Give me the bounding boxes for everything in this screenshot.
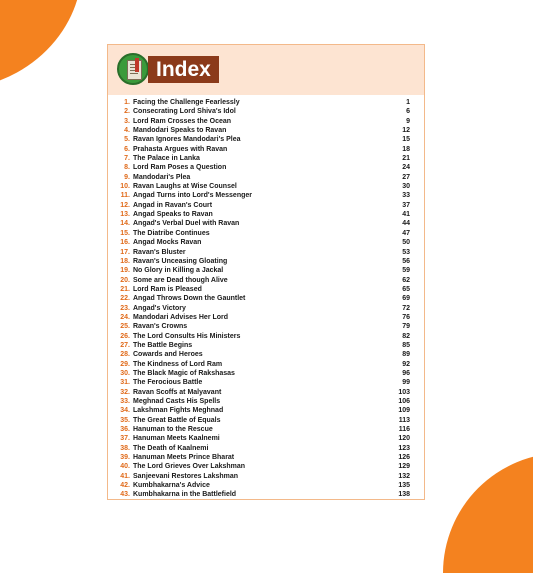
toc-entry[interactable] xyxy=(114,126,410,135)
toc-entry-title: Ravan Ignores Mandodari's Plea xyxy=(133,136,241,144)
toc-entry-number: 28. xyxy=(120,351,130,359)
toc-entry-title: Angad's Verbal Duel with Ravan xyxy=(133,220,240,228)
toc-entry-number: 2. xyxy=(124,108,130,116)
toc-entry[interactable] xyxy=(114,313,410,322)
toc-entry-title: Kumbhakarna's Advice xyxy=(133,482,210,490)
toc-entry-number: 11. xyxy=(120,192,130,200)
toc-entry-number: 43. xyxy=(120,491,130,499)
toc-entry-page: 82 xyxy=(402,332,410,340)
toc-entry-page: 79 xyxy=(402,323,410,331)
toc-entry-number: 42. xyxy=(120,482,130,490)
toc-entry[interactable] xyxy=(114,350,410,359)
toc-entry[interactable] xyxy=(114,107,410,116)
toc-entry-title: Mandodari Speaks to Ravan xyxy=(133,127,227,135)
toc-entry-number: 26. xyxy=(120,332,130,340)
toc-entry-number: 25. xyxy=(120,323,130,331)
toc-entry-number: 37. xyxy=(120,435,130,443)
toc-entry-title: Ravan's Crowns xyxy=(133,323,188,331)
toc-entry-number: 32. xyxy=(120,388,130,396)
toc-entry[interactable] xyxy=(114,191,410,200)
toc-entry-number: 27. xyxy=(120,341,130,349)
toc-entry-title: Angad Speaks to Ravan xyxy=(133,211,213,219)
toc-entry[interactable] xyxy=(114,210,410,219)
toc-entry-title: Hanuman to the Rescue xyxy=(133,426,213,434)
toc-entry-page: 138 xyxy=(398,491,410,499)
toc-entry-page: 12 xyxy=(402,127,410,135)
book-icon xyxy=(117,53,149,85)
toc-entry-number: 31. xyxy=(120,379,130,387)
toc-entry-title: Ravan's Bluster xyxy=(133,248,186,256)
toc-entry[interactable] xyxy=(114,462,410,471)
toc-entry[interactable] xyxy=(114,154,410,163)
toc-entry-number: 1. xyxy=(124,99,130,106)
toc-entry-page: 76 xyxy=(402,313,410,321)
toc-entry-title: The Black Magic of Rakshasas xyxy=(133,369,235,377)
toc-entry-title: Mandodari Advises Her Lord xyxy=(133,313,229,321)
toc-entry-number: 3. xyxy=(124,117,130,125)
index-page xyxy=(107,44,425,500)
toc-entry-title: The Lord Grieves Over Lakshman xyxy=(133,463,246,471)
toc-entry-title: The Ferocious Battle xyxy=(133,379,203,387)
toc-entry-page: 21 xyxy=(402,155,410,163)
toc-entry[interactable] xyxy=(114,332,410,341)
toc-entry-title: Consecrating Lord Shiva's Idol xyxy=(133,108,236,116)
toc-entry-number: 39. xyxy=(120,454,130,462)
toc-entry[interactable] xyxy=(114,229,410,238)
toc-entry[interactable] xyxy=(114,434,410,443)
toc-entry-title: Mandodari's Plea xyxy=(133,173,191,181)
toc-entry-title: Kumbhakarna in the Battlefield xyxy=(133,491,237,499)
toc-entry[interactable] xyxy=(114,453,410,462)
toc-entry-title: Meghnad Casts His Spells xyxy=(133,398,221,405)
toc-entry-number: 7. xyxy=(124,155,130,163)
toc-entry-title: The Kindness of Lord Ram xyxy=(133,360,223,368)
toc-entry-title: The Death of Kaalnemi xyxy=(133,444,209,452)
toc-entry-page: 27 xyxy=(402,173,410,181)
table-of-contents xyxy=(114,98,410,500)
toc-entry[interactable] xyxy=(114,294,410,303)
toc-entry[interactable] xyxy=(114,285,410,294)
toc-entry[interactable] xyxy=(114,322,410,331)
toc-entry-title: Some are Dead though Alive xyxy=(133,276,228,284)
toc-entry-title: Lord Ram is Pleased xyxy=(133,285,202,293)
toc-entry-number: 16. xyxy=(120,239,130,247)
toc-entry[interactable] xyxy=(114,201,410,210)
toc-entry[interactable] xyxy=(114,182,410,191)
toc-entry[interactable] xyxy=(114,135,410,144)
toc-entry-number: 29. xyxy=(120,360,130,368)
toc-entry-page: 53 xyxy=(402,248,410,256)
toc-entry-number: 41. xyxy=(120,472,130,480)
toc-entry-number: 23. xyxy=(120,304,130,312)
toc-entry-page: 69 xyxy=(402,295,410,303)
toc-entry-page: 120 xyxy=(398,435,410,443)
toc-entry-page: 47 xyxy=(402,229,410,237)
toc-entry-page: 33 xyxy=(402,192,410,200)
toc-entry[interactable] xyxy=(114,163,410,172)
toc-entry[interactable] xyxy=(114,173,410,182)
toc-entry-number: 36. xyxy=(120,426,130,434)
toc-entry-page: 103 xyxy=(398,388,410,396)
toc-entry[interactable] xyxy=(114,257,410,266)
toc-entry[interactable] xyxy=(114,360,410,369)
toc-entry-page: 96 xyxy=(402,369,410,377)
toc-entry-title: The Palace in Lanka xyxy=(133,155,200,163)
toc-entry[interactable] xyxy=(114,248,410,257)
toc-entry-title: Cowards and Heroes xyxy=(133,351,203,359)
toc-entry-number: 12. xyxy=(120,201,130,209)
toc-entry-page: 62 xyxy=(402,276,410,284)
toc-entry-number: 17. xyxy=(120,248,130,256)
toc-entry[interactable] xyxy=(114,276,410,285)
toc-entry[interactable] xyxy=(114,378,410,387)
toc-entry-number: 24. xyxy=(120,313,130,321)
toc-entry-page: 56 xyxy=(402,257,410,265)
toc-entry-page: 6 xyxy=(406,108,410,116)
toc-entry-number: 35. xyxy=(120,416,130,424)
toc-entry[interactable] xyxy=(114,369,410,378)
toc-entry-page: 44 xyxy=(402,220,410,228)
toc-entry[interactable] xyxy=(114,444,410,453)
toc-entry[interactable] xyxy=(114,238,410,247)
toc-entry[interactable] xyxy=(114,481,410,490)
toc-entry[interactable] xyxy=(114,219,410,228)
toc-entry[interactable] xyxy=(114,406,410,415)
toc-entry-title: The Great Battle of Equals xyxy=(133,416,221,424)
toc-entry-number: 40. xyxy=(120,463,130,471)
index-header xyxy=(108,45,424,95)
toc-entry-page: 132 xyxy=(398,472,410,480)
toc-entry-page: 123 xyxy=(398,444,410,452)
toc-entry-title: No Glory in Killing a Jackal xyxy=(133,267,224,275)
toc-entry-number: 5. xyxy=(124,136,130,144)
toc-entry-page: 72 xyxy=(402,304,410,312)
toc-entry-number: 19. xyxy=(120,267,130,275)
toc-entry-page: 1 xyxy=(406,99,410,106)
toc-entry-title: Ravan Scoffs at Malyavant xyxy=(133,388,222,396)
toc-entry-page: 89 xyxy=(402,351,410,359)
toc-entry[interactable] xyxy=(114,490,410,499)
toc-entry-page: 59 xyxy=(402,267,410,275)
toc-entry[interactable] xyxy=(114,117,410,126)
toc-entry-title: Angad Throws Down the Gauntlet xyxy=(133,295,246,303)
toc-entry[interactable] xyxy=(114,388,410,397)
toc-entry[interactable] xyxy=(114,472,410,481)
toc-entry-page: 18 xyxy=(402,145,410,153)
toc-entry-title: Prahasta Argues with Ravan xyxy=(133,145,228,153)
toc-entry-number: 30. xyxy=(120,369,130,377)
toc-entry[interactable] xyxy=(114,98,410,107)
toc-entry-page: 30 xyxy=(402,183,410,191)
toc-entry-number: 22. xyxy=(120,295,130,303)
toc-entry[interactable] xyxy=(114,266,410,275)
toc-entry[interactable] xyxy=(114,416,410,425)
toc-entry-number: 15. xyxy=(120,229,130,237)
toc-entry[interactable] xyxy=(114,341,410,350)
toc-entry-page: 109 xyxy=(398,407,410,415)
toc-entry-title: Ravan Laughs at Wise Counsel xyxy=(133,183,237,191)
toc-entry-title: Sanjeevani Restores Lakshman xyxy=(133,472,239,480)
toc-entry[interactable] xyxy=(114,425,410,434)
toc-entry-page: 50 xyxy=(402,239,410,247)
toc-entry-page: 92 xyxy=(402,360,410,368)
decorative-corner-bottom-right xyxy=(443,453,533,573)
toc-entry[interactable] xyxy=(114,145,410,154)
toc-entry-page: 113 xyxy=(398,416,410,424)
toc-entry-number: 34. xyxy=(120,407,130,415)
toc-entry-title: The Battle Begins xyxy=(133,341,193,349)
toc-entry-title: Hanuman Meets Prince Bharat xyxy=(133,454,235,462)
toc-entry-title: Ravan's Unceasing Gloating xyxy=(133,257,228,265)
toc-entry-page: 15 xyxy=(402,136,410,144)
toc-entry-number: 4. xyxy=(124,127,130,135)
decorative-corner-top-left xyxy=(0,0,98,88)
toc-entry-title: Lord Ram Crosses the Ocean xyxy=(133,117,232,125)
toc-entry-number: 14. xyxy=(120,220,130,228)
toc-entry-number: 8. xyxy=(124,164,130,172)
toc-entry-number: 33. xyxy=(120,398,130,405)
toc-entry-number: 10. xyxy=(120,183,130,191)
toc-entry-title: Lakshman Fights Meghnad xyxy=(133,407,224,415)
toc-entry-number: 6. xyxy=(124,145,130,153)
toc-entry-number: 38. xyxy=(120,444,130,452)
toc-entry-page: 41 xyxy=(402,211,410,219)
toc-entry-page: 106 xyxy=(398,398,410,405)
toc-entry-number: 13. xyxy=(120,211,130,219)
toc-entry-title: The Diatribe Continues xyxy=(133,229,210,237)
toc-entry-page: 65 xyxy=(402,285,410,293)
toc-entry-title: Lord Ram Poses a Question xyxy=(133,164,227,172)
toc-entry-page: 9 xyxy=(406,117,410,125)
toc-entry-page: 126 xyxy=(398,454,410,462)
toc-entry-page: 135 xyxy=(398,482,410,490)
toc-entry-page: 116 xyxy=(398,426,410,434)
toc-entry[interactable] xyxy=(114,304,410,313)
toc-entry-title: Facing the Challenge Fearlessly xyxy=(133,99,240,106)
toc-entry-page: 129 xyxy=(398,463,410,471)
toc-entry-number: 21. xyxy=(120,285,130,293)
toc-entry-page: 99 xyxy=(402,379,410,387)
toc-entry-title: Angad Turns into Lord's Messenger xyxy=(133,192,252,200)
toc-entry-number: 18. xyxy=(120,257,130,265)
toc-entry-title: Angad's Victory xyxy=(133,304,186,312)
toc-entry-number: 20. xyxy=(120,276,130,284)
toc-entry-page: 37 xyxy=(402,201,410,209)
toc-entry-title: The Lord Consults His Ministers xyxy=(133,332,241,340)
toc-entry-page: 85 xyxy=(402,341,410,349)
toc-entry-title: Angad in Ravan's Court xyxy=(133,201,213,209)
toc-entry-page: 24 xyxy=(402,164,410,172)
page-title: Index xyxy=(148,56,219,83)
toc-entry-title: Angad Mocks Ravan xyxy=(133,239,202,247)
toc-entry-title: Hanuman Meets Kaalnemi xyxy=(133,435,220,443)
toc-entry-number: 9. xyxy=(124,173,130,181)
toc-entry[interactable] xyxy=(114,397,410,406)
